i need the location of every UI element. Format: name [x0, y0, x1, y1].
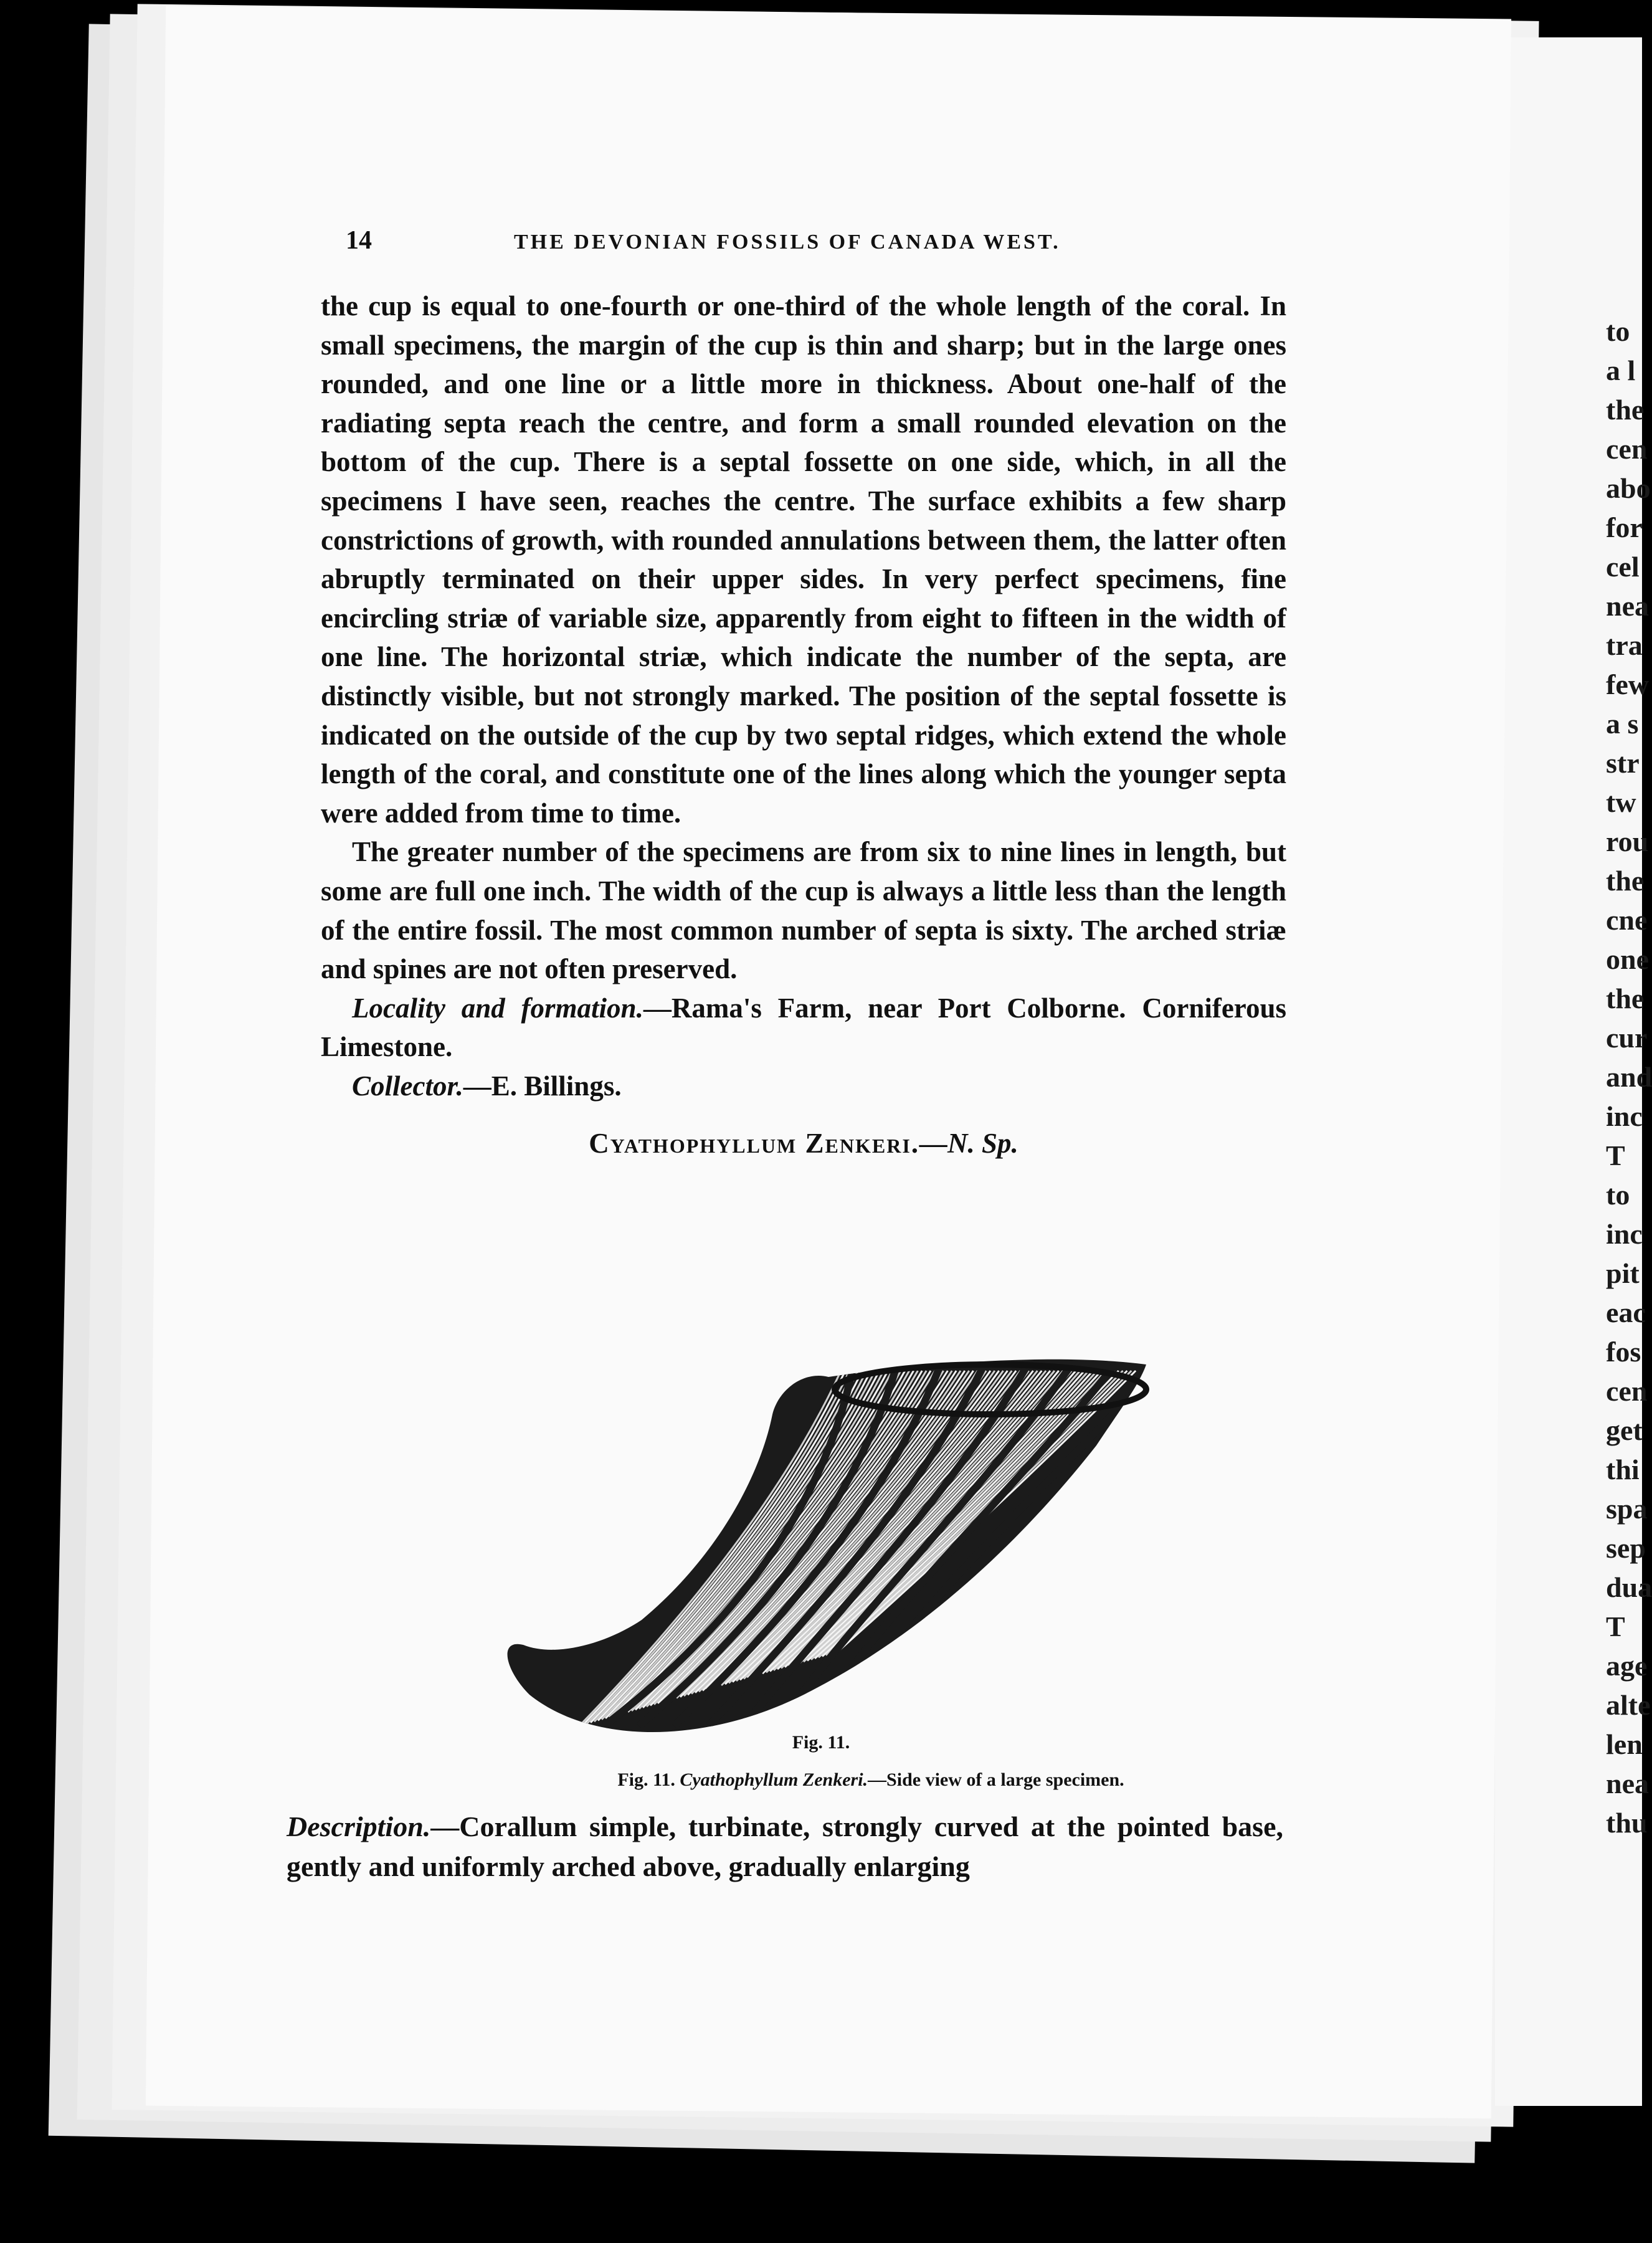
- facing-page-fragment: inc: [1606, 1100, 1643, 1132]
- caption-species: Cyathophyllum Zenkeri.: [680, 1769, 868, 1790]
- paragraph: the cup is equal to one-fourth or one-third of the whole length of the coral. In small specimens, the margin of the cup is thin and sharp; but in the large ones rounded, and one line or a little more in thickness. About one-half of the radiating septa reach the centre, and form a small rounded elevation on the bottom of the cup. There is a septal fossette on one side, which, in all the specimens I have seen, reaches the centre. The surface exhibits a few sharp constrictions of growth, with rounded annulations between them, the latter often abruptly terminated on their upper sides. In very perfect specimens, fine encircling striæ of variable size, apparently from eight to fifteen in the width of one line. The horizontal striæ, which indicate the number of the septa, are distinctly visible, but not strongly marked. The position of the septal fossette is indicated on the outside of the cup by two septal ridges, which extend the whole length of the coral, and constitute one of the lines along which the younger septa were added from time to time.: [321, 290, 1286, 829]
- facing-page-fragment: fos: [1606, 1336, 1641, 1368]
- facing-page-fragment: few: [1606, 669, 1649, 700]
- facing-page-fragment: cur: [1606, 1022, 1648, 1054]
- facing-page-fragment: eac: [1606, 1297, 1646, 1328]
- facing-page-fragment: a l: [1606, 355, 1636, 386]
- facing-page-fragment: str: [1606, 747, 1640, 779]
- facing-page-fragment: one: [1606, 943, 1649, 975]
- caption-prefix: Fig. 11.: [617, 1769, 675, 1790]
- facing-page-fragment: to: [1606, 1179, 1630, 1211]
- facing-page-fragment: cel: [1606, 551, 1640, 583]
- figure-label: Fig. 11.: [792, 1732, 850, 1753]
- facing-page-fragment: tra: [1606, 629, 1643, 661]
- facing-page-fragment: thi: [1606, 1454, 1640, 1485]
- facing-page-fragment: cne: [1606, 904, 1648, 936]
- species-name: Cyathophyllum Zenkeri.: [589, 1128, 920, 1160]
- locality-label: Locality and formation.: [352, 992, 643, 1024]
- coral-illustration: [480, 1296, 1227, 1745]
- locality-text: —Rama's Farm, near Port Colborne. Corniferous Limestone.: [321, 992, 1287, 1063]
- facing-page-fragment: tw: [1606, 786, 1636, 818]
- description-label: Description.: [287, 1811, 431, 1842]
- collector-paragraph: [321, 1067, 1286, 1106]
- facing-page-fragment: T: [1606, 1140, 1625, 1171]
- collector-label: Collector.: [352, 1070, 463, 1102]
- facing-page-fragment: for: [1606, 512, 1643, 543]
- body-text: [321, 287, 1286, 1163]
- collector-text: —E. Billings.: [463, 1070, 622, 1102]
- facing-page-fragment: nea: [1606, 590, 1649, 622]
- figure-caption: [0, 1769, 1642, 1791]
- facing-page-fragment: sep: [1606, 1532, 1646, 1564]
- species-suffix: —N. Sp.: [919, 1128, 1018, 1160]
- locality-paragraph: [321, 989, 1286, 1067]
- description-text: —Corallum simple, turbinate, strongly curved at the pointed base, gently and uniformly arched above, gradually enlarging: [287, 1811, 1283, 1882]
- facing-page-fragment: cen: [1606, 433, 1648, 465]
- facing-page-fragment: dua: [1606, 1571, 1652, 1603]
- facing-page-fragment: abo: [1606, 472, 1651, 504]
- facing-page-fragment: the: [1606, 983, 1645, 1014]
- facing-page-text: [1606, 312, 1652, 1842]
- facing-page-fragment: alte: [1606, 1689, 1651, 1721]
- facing-page-fragment: pit: [1606, 1257, 1640, 1289]
- facing-page-fragment: and: [1606, 1061, 1652, 1093]
- facing-page-fragment: T: [1606, 1611, 1625, 1642]
- paragraph: The greater number of the specimens are from six to nine lines in length, but some are full one inch. The width of the cup is always a little less than the length of the entire fossil. The most common number of septa is sixty. The arched striæ and spines are not often preserved.: [321, 836, 1286, 985]
- facing-page-fragment: nea: [1606, 1768, 1649, 1799]
- facing-page-fragment: inc: [1606, 1218, 1643, 1250]
- facing-page-fragment: a s: [1606, 708, 1639, 740]
- facing-page-fragment: rou: [1606, 826, 1649, 857]
- facing-page-fragment: spa: [1606, 1493, 1648, 1525]
- facing-page-fragment: get: [1606, 1414, 1643, 1446]
- facing-page-fragment: the: [1606, 394, 1645, 426]
- species-heading: [321, 1124, 1286, 1163]
- facing-page-fragment: thu: [1606, 1807, 1648, 1839]
- caption-text: —Side view of a large specimen.: [868, 1769, 1124, 1790]
- facing-page-fragment: len: [1606, 1728, 1643, 1760]
- facing-page-fragment: age: [1606, 1650, 1648, 1682]
- running-head-title: THE DEVONIAN FOSSILS OF CANADA WEST.: [514, 231, 1061, 254]
- facing-page-fragment: cen: [1606, 1375, 1648, 1407]
- facing-page-fragment: the: [1606, 865, 1645, 897]
- description-paragraph: [287, 1807, 1283, 1887]
- page-number: 14: [346, 226, 372, 255]
- facing-page-fragment: to: [1606, 315, 1630, 347]
